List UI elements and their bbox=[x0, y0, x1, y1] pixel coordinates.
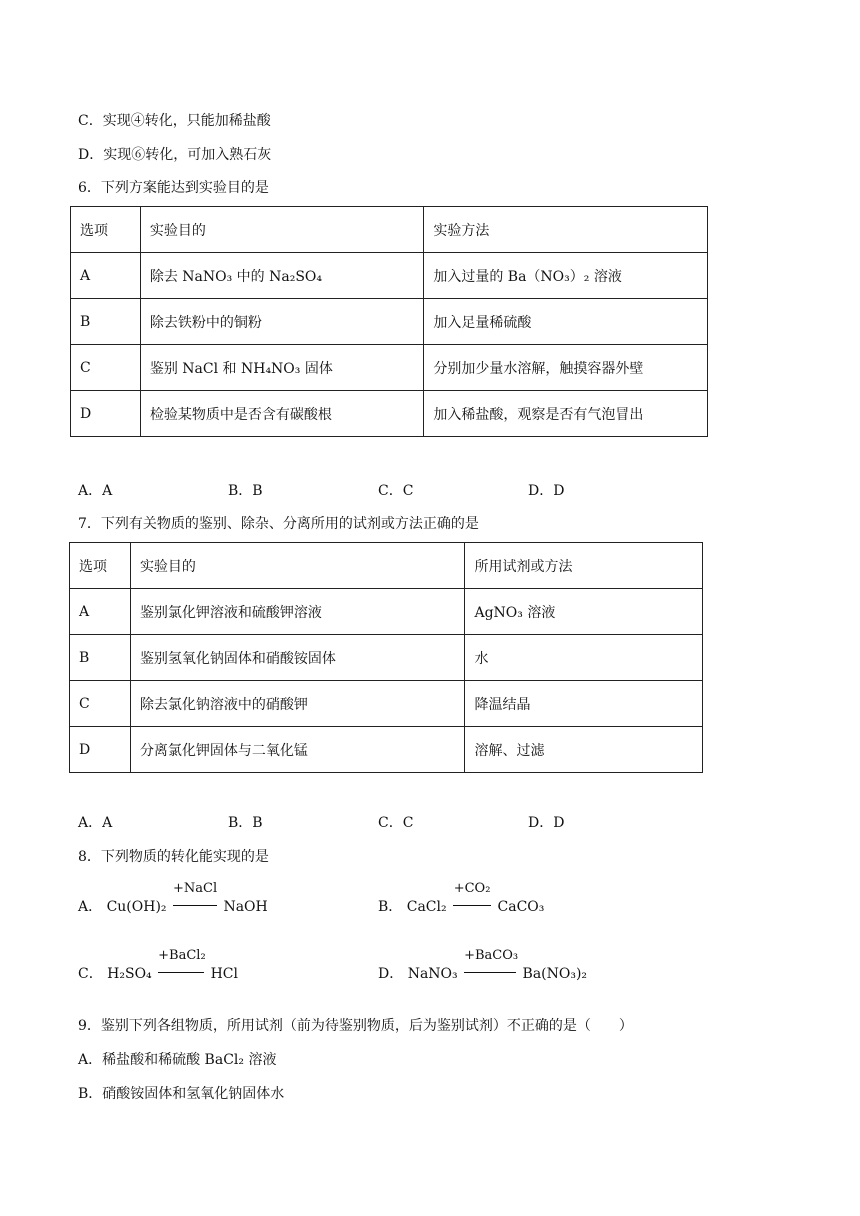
table-cell: D bbox=[70, 727, 131, 773]
table-cell: 鉴别氯化钾溶液和硫酸钾溶液 bbox=[130, 589, 465, 635]
option-label: D． bbox=[378, 966, 404, 982]
q9-option-b: B．硝酸铵固体和氢氧化钠固体水 bbox=[78, 1086, 285, 1102]
choice-d: D．D bbox=[528, 483, 565, 499]
table-cell: 分别加少量水溶解，触摸容器外壁 bbox=[424, 345, 708, 391]
reagent: +BaCO₃ bbox=[464, 948, 519, 963]
table-cell: 除去氯化钠溶液中的硝酸钾 bbox=[130, 681, 465, 727]
table-cell: A bbox=[71, 253, 141, 299]
q7-stem: 7．下列有关物质的鉴别、除杂、分离所用的试剂或方法正确的是 bbox=[78, 516, 479, 532]
reaction-arrow bbox=[464, 948, 519, 984]
product: HCl bbox=[210, 966, 238, 982]
header-cell: 选项 bbox=[71, 207, 141, 253]
reaction-arrow bbox=[172, 881, 218, 917]
q8-option-c bbox=[78, 948, 238, 984]
table-row bbox=[70, 589, 703, 635]
table-row bbox=[71, 391, 708, 437]
table-cell: B bbox=[70, 635, 131, 681]
product: Ba(NO₃)₂ bbox=[522, 966, 588, 982]
product: NaOH bbox=[223, 899, 268, 915]
option-label: A． bbox=[78, 899, 103, 915]
q9-option-a: A．稀盐酸和稀硫酸 BaCl₂ 溶液 bbox=[78, 1052, 277, 1068]
reactant: CaCl₂ bbox=[406, 899, 447, 915]
choice-c: C．C bbox=[378, 483, 414, 499]
choice-a: A．A bbox=[78, 483, 113, 499]
q6-choices bbox=[78, 481, 678, 501]
q5-option-d: D．实现⑥转化，可加入熟石灰 bbox=[78, 147, 272, 163]
q8-option-a bbox=[78, 881, 268, 917]
table-cell: B bbox=[71, 299, 141, 345]
table-cell: 除去铁粉中的铜粉 bbox=[140, 299, 423, 345]
q8-option-d bbox=[378, 948, 588, 984]
q6-stem: 6．下列方案能达到实验目的是 bbox=[78, 180, 269, 196]
q7-table bbox=[69, 542, 703, 773]
table-cell: 溶解、过滤 bbox=[465, 727, 703, 773]
q9-stem: 9．鉴别下列各组物质，所用试剂（前为待鉴别物质，后为鉴别试剂）不正确的是（ ） bbox=[78, 1018, 633, 1034]
reagent: +CO₂ bbox=[453, 881, 491, 896]
table-cell: C bbox=[71, 345, 141, 391]
table-row bbox=[70, 635, 703, 681]
reactant: H₂SO₄ bbox=[107, 966, 152, 982]
table-row bbox=[70, 727, 703, 773]
table-row bbox=[71, 345, 708, 391]
table-row bbox=[71, 253, 708, 299]
option-label: C． bbox=[78, 966, 103, 982]
choice-c: C．C bbox=[378, 815, 414, 831]
reaction-arrow bbox=[453, 881, 491, 917]
reagent: +NaCl bbox=[172, 881, 218, 896]
reactant: NaNO₃ bbox=[407, 966, 458, 982]
header-cell: 实验目的 bbox=[140, 207, 423, 253]
q8-option-b bbox=[378, 881, 545, 917]
table-cell: 鉴别 NaCl 和 NH₄NO₃ 固体 bbox=[140, 345, 423, 391]
q5-option-c: C．实现④转化，只能加稀盐酸 bbox=[78, 113, 271, 129]
choice-a: A．A bbox=[78, 815, 113, 831]
choice-b: B．B bbox=[228, 815, 263, 831]
header-cell: 所用试剂或方法 bbox=[465, 543, 703, 589]
table-row bbox=[71, 299, 708, 345]
q6-table bbox=[70, 206, 708, 437]
table-cell: D bbox=[71, 391, 141, 437]
table-cell: 鉴别氢氧化钠固体和硝酸铵固体 bbox=[130, 635, 465, 681]
header-cell: 实验方法 bbox=[424, 207, 708, 253]
table-cell: 降温结晶 bbox=[465, 681, 703, 727]
table-header-row bbox=[71, 207, 708, 253]
table-cell: A bbox=[70, 589, 131, 635]
table-cell: 加入过量的 Ba（NO₃）₂ 溶液 bbox=[424, 253, 708, 299]
table-cell: 水 bbox=[465, 635, 703, 681]
table-cell: 加入足量稀硫酸 bbox=[424, 299, 708, 345]
table-row bbox=[70, 681, 703, 727]
table-cell: C bbox=[70, 681, 131, 727]
product: CaCO₃ bbox=[497, 899, 545, 915]
q7-choices bbox=[78, 813, 678, 833]
reagent: +BaCl₂ bbox=[158, 948, 206, 963]
choice-b: B．B bbox=[228, 483, 263, 499]
table-cell: 除去 NaNO₃ 中的 Na₂SO₄ bbox=[140, 253, 423, 299]
reactant: Cu(OH)₂ bbox=[106, 899, 167, 915]
q8-stem: 8．下列物质的转化能实现的是 bbox=[78, 849, 269, 865]
header-cell: 选项 bbox=[70, 543, 131, 589]
table-cell: 分离氯化钾固体与二氧化锰 bbox=[130, 727, 465, 773]
table-cell: 检验某物质中是否含有碳酸根 bbox=[140, 391, 423, 437]
header-cell: 实验目的 bbox=[130, 543, 465, 589]
option-label: B． bbox=[378, 899, 403, 915]
choice-d: D．D bbox=[528, 815, 565, 831]
table-cell: 加入稀盐酸，观察是否有气泡冒出 bbox=[424, 391, 708, 437]
table-header-row bbox=[70, 543, 703, 589]
reaction-arrow bbox=[158, 948, 206, 984]
table-cell: AgNO₃ 溶液 bbox=[465, 589, 703, 635]
